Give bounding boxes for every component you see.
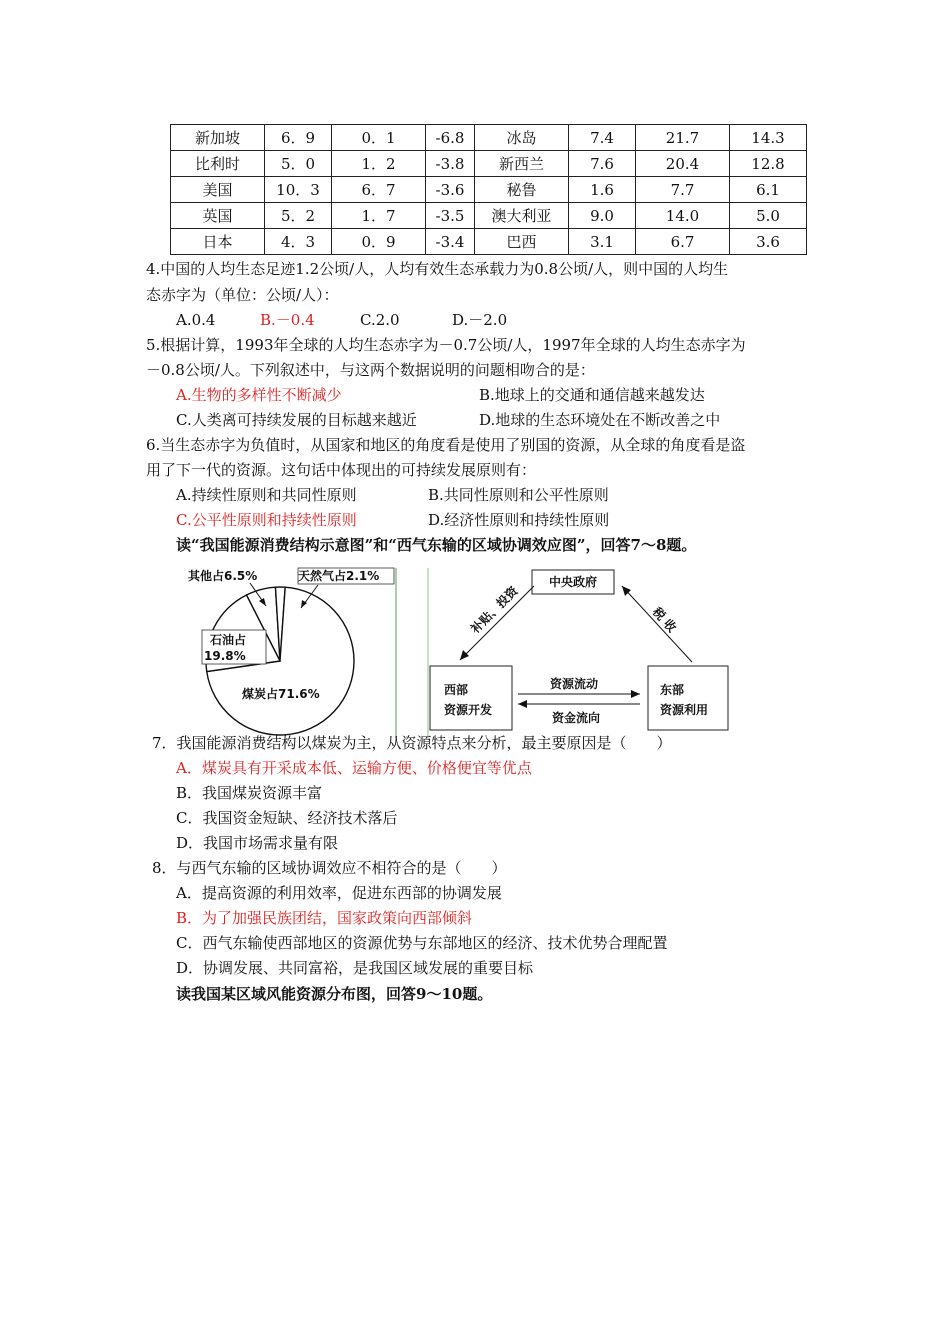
table-cell: 5．0 [265, 151, 332, 177]
q4-option-c: C.2.0 [360, 311, 400, 329]
table-cell: 1．7 [332, 203, 426, 229]
table-cell: 6.7 [636, 229, 730, 255]
table-cell: 21.7 [636, 125, 730, 151]
q6-stem-line2: 用了下一代的资源。这句话中体现出的可持续发展原则有： [146, 461, 537, 479]
table-cell: -3.4 [426, 229, 475, 255]
q4-option-b: B.－0.4 [260, 311, 315, 329]
subsidy-arrowhead [460, 650, 469, 660]
capital-flow-arrowhead [518, 700, 527, 708]
table-row [171, 177, 807, 203]
q4-option-a: A.0.4 [176, 311, 216, 329]
capital-flow-label: 资金流向 [552, 711, 601, 725]
table-row [171, 229, 807, 255]
pie-label-coal: 煤炭占71.6% [242, 687, 320, 701]
table-cell: 6．7 [332, 177, 426, 203]
table-row [171, 125, 807, 151]
q5-option-b: B.地球上的交通和通信越来越发达 [479, 386, 705, 404]
pie-label-oil-line1: 石油占 [210, 633, 247, 647]
q7-option-d: D．我国市场需求量有限 [176, 834, 339, 852]
table-cell: 10．3 [265, 177, 332, 203]
intro-questions-9-10: 读我国某区域风能资源分布图，回答9～10题。 [176, 985, 493, 1003]
q8-option-d: D．协调发展、共同富裕，是我国区域发展的重要目标 [176, 959, 534, 977]
q6-option-a: A.持续性原则和共同性原则 [176, 486, 357, 504]
q8-option-a: A．提高资源的利用效率，促进东西部的协调发展 [176, 884, 502, 902]
table-cell: 7.6 [569, 151, 636, 177]
east-box [648, 666, 728, 730]
west-label-line1: 西部 [444, 683, 469, 697]
table-cell: 9.0 [569, 203, 636, 229]
table-cell: -3.5 [426, 203, 475, 229]
west-label-line2: 资源开发 [444, 703, 493, 717]
table-row [171, 151, 807, 177]
q6-stem-line1: 6.当生态赤字为负值时，从国家和地区的角度看是使用了别国的资源，从全球的角度看是盗 [146, 436, 746, 454]
table-cell: 美国 [171, 177, 265, 203]
table-cell: 6．9 [265, 125, 332, 151]
q8-option-c: C．西气东输使西部地区的资源优势与东部地区的经济、技术优势合理配置 [176, 934, 668, 952]
q4-stem-line2: 态赤字为（单位：公顷/人）： [146, 286, 339, 304]
table-cell: 英国 [171, 203, 265, 229]
table-cell: 0．9 [332, 229, 426, 255]
pie-label-oil-line2: 19.8% [204, 649, 246, 663]
table-cell: 澳大利亚 [475, 203, 569, 229]
q4-option-d: D.－2.0 [452, 311, 508, 329]
q4-stem-line1: 4.中国的人均生态足迹1.2公顷/人，人均有效生态承载力为0.8公顷/人，则中国的人均生 [146, 260, 729, 278]
tax-label: 税 收 [649, 604, 680, 635]
q7-option-a: A．煤炭具有开采成本低、运输方便、价格便宜等优点 [176, 759, 532, 777]
q5-stem-line2: －0.8公顷/人。下列叙述中，与这两个数据说明的问题相吻合的是： [146, 361, 595, 379]
table-cell: 新西兰 [475, 151, 569, 177]
table-cell: 14.3 [730, 125, 807, 151]
table-cell: 3.6 [730, 229, 807, 255]
tax-arrow [622, 586, 692, 662]
resource-flow-label: 资源流动 [550, 677, 599, 691]
q8-stem: 8．与西气东输的区域协调效应不相符合的是（ ） [152, 859, 507, 877]
q5-stem-line1: 5.根据计算，1993年全球的人均生态赤字为－0.7公顷/人，1997年全球的人均生态赤字为 [146, 336, 746, 354]
central-government-label: 中央政府 [548, 575, 598, 589]
q5-option-a: A.生物的多样性不断减少 [176, 386, 342, 404]
table-cell: 日本 [171, 229, 265, 255]
table-cell: -6.8 [426, 125, 475, 151]
table-cell: 秘鲁 [475, 177, 569, 203]
q6-option-c: C.公平性原则和持续性原则 [176, 511, 357, 529]
ecological-deficit-table [170, 124, 807, 255]
table-cell: 1.6 [569, 177, 636, 203]
q7-option-b: B．我国煤炭资源丰富 [176, 784, 323, 802]
table-cell: -3.8 [426, 151, 475, 177]
table-cell: 12.8 [730, 151, 807, 177]
q7-stem: 7．我国能源消费结构以煤炭为主，从资源特点来分析，最主要原因是（ ） [152, 734, 672, 752]
table-cell: 14.0 [636, 203, 730, 229]
q5-option-d: D.地球的生态环境处在不断改善之中 [479, 411, 721, 429]
intro-questions-7-8: 读“我国能源消费结构示意图”和“西气东输的区域协调效应图”，回答7～8题。 [176, 536, 697, 554]
q5-option-c: C.人类离可持续发展的目标越来越近 [176, 411, 417, 429]
table-cell: 20.4 [636, 151, 730, 177]
table-cell: 1．2 [332, 151, 426, 177]
table-cell: 比利时 [171, 151, 265, 177]
table-cell: 4．3 [265, 229, 332, 255]
table-cell: 6.1 [730, 177, 807, 203]
q8-option-b: B．为了加强民族团结，国家政策向西部倾斜 [176, 909, 473, 927]
pie-label-gas: 天然气占2.1% [298, 569, 380, 583]
pie-label-other: 其他占6.5% [188, 569, 258, 583]
subsidy-label: 补贴、投资 [468, 583, 521, 637]
table-cell: 5．2 [265, 203, 332, 229]
q6-option-d: D.经济性原则和持续性原则 [428, 511, 610, 529]
q6-option-b: B.共同性原则和公平性原则 [428, 486, 609, 504]
table-cell: 新加坡 [171, 125, 265, 151]
table-row [171, 203, 807, 229]
energy-figures [170, 564, 810, 740]
west-box [430, 666, 512, 730]
table-cell: 5.0 [730, 203, 807, 229]
east-label-line1: 东部 [660, 683, 685, 697]
table-cell: -3.6 [426, 177, 475, 203]
table-cell: 0．1 [332, 125, 426, 151]
resource-flow-arrowhead [631, 690, 640, 698]
q7-option-c: C．我国资金短缺、经济技术落后 [176, 809, 398, 827]
table-cell: 7.4 [569, 125, 636, 151]
table-cell: 巴西 [475, 229, 569, 255]
table-cell: 冰岛 [475, 125, 569, 151]
table-cell: 3.1 [569, 229, 636, 255]
table-cell: 7.7 [636, 177, 730, 203]
east-label-line2: 资源利用 [660, 703, 709, 717]
